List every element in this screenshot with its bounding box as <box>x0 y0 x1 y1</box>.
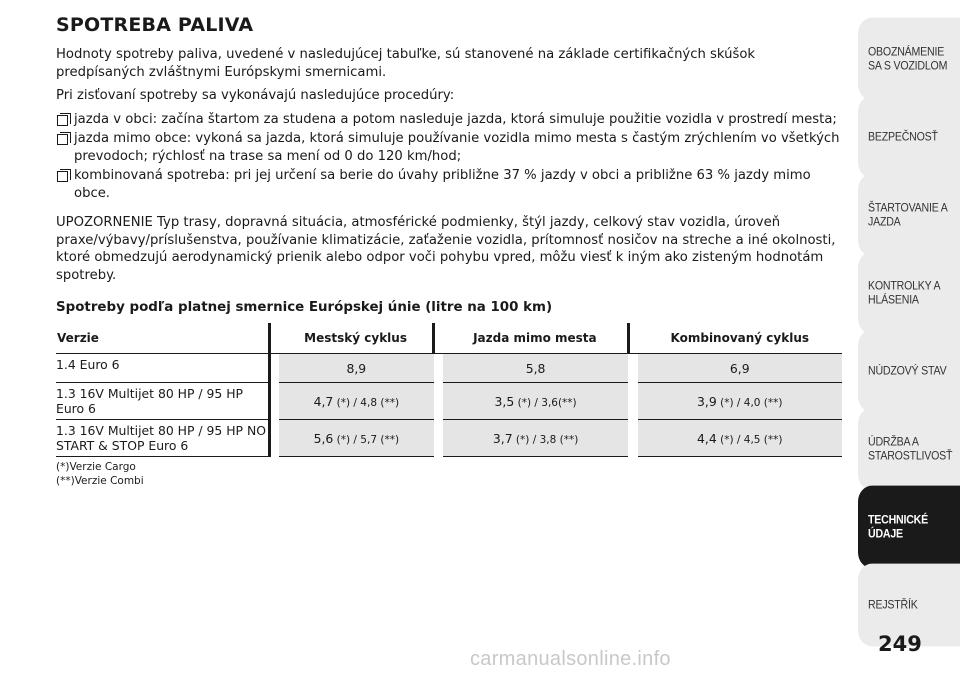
tab-oboznamenie[interactable]: OBOZNÁMENIE SA S VOZIDLOM <box>858 18 960 101</box>
table-row <box>56 354 842 383</box>
header-version: Verzie <box>56 323 270 354</box>
column-separator <box>270 383 280 420</box>
header-city: Mestský cyklus <box>279 323 434 354</box>
cell-city <box>279 383 434 420</box>
tab-technicke-udaje[interactable]: TECHNICKÉ ÚDAJE <box>858 486 960 569</box>
column-separator <box>270 354 280 383</box>
value-main: 3,7 <box>492 430 513 446</box>
header-combined: Kombinovaný cyklus <box>638 323 842 354</box>
column-separator <box>270 323 280 354</box>
checkbox-bullet-icon <box>57 134 68 145</box>
tab-bezpecnost[interactable]: BEZPEČNOSŤ <box>858 96 960 179</box>
cell-city <box>279 420 434 457</box>
column-gap <box>434 354 444 383</box>
cell-city <box>279 354 434 383</box>
column-gap <box>628 420 638 457</box>
footnote-cargo: (*)Verzie Cargo <box>56 461 136 473</box>
value-extra: (*) / 4,5 (**) <box>716 433 783 446</box>
table-title: Spotreby podľa platnej smernice Európskej únie (litre na 100 km) <box>56 300 553 315</box>
page-title: SPOTREBA PALIVA <box>56 14 254 36</box>
cell-version: 1.4 Euro 6 <box>56 354 270 383</box>
consumption-table <box>56 323 842 457</box>
tab-udrzba[interactable]: ÚDRŽBA A STAROSTLIVOSŤ <box>858 408 960 491</box>
value-extra: (*) / 4,0 (**) <box>716 396 783 409</box>
cell-extra-urban <box>443 354 628 383</box>
value-main: 3,5 <box>494 393 515 409</box>
value-main: 8,9 <box>346 360 367 376</box>
tab-startovanie[interactable]: ŠTARTOVANIE A JAZDA <box>858 174 960 257</box>
value-main: 4,4 <box>697 430 717 446</box>
cell-extra-urban <box>443 420 628 457</box>
list-item-text: kombinovaná spotreba: pri jej určení sa berie do úvahy približne 37 % jazdy v obci a približne 63 % jazdy mimo obce. <box>74 168 811 201</box>
list-item <box>56 167 842 202</box>
column-gap <box>628 354 638 383</box>
value-extra: (*) / 4,8 (**) <box>333 396 400 409</box>
procedure-list <box>56 111 842 203</box>
intro-paragraph: Hodnoty spotreby paliva, uvedené v nasledujúcej tabuľke, sú stanovené na základe certifikačných skúšok predpísaných zvláštnymi Európskymi smernicami. <box>56 47 756 80</box>
list-item-text: jazda mimo obce: vykoná sa jazda, ktorá simuluje používanie vozidla mimo mesta s častým zrýchlením vo všetkých prevodoch; rýchlosť na trase sa mení od 0 do 120 km/hod; <box>74 131 840 164</box>
cell-combined <box>638 383 842 420</box>
table-row <box>56 420 842 457</box>
table-row <box>56 383 842 420</box>
value-main: 3,9 <box>697 393 717 409</box>
list-item <box>56 111 842 129</box>
tab-rejstrik[interactable]: REJSTŘÍK <box>858 564 960 647</box>
value-main: 5,6 <box>313 430 334 446</box>
page-content <box>56 14 842 488</box>
value-main: 4,7 <box>313 393 334 409</box>
value-main: 5,8 <box>525 360 546 376</box>
cell-combined <box>638 420 842 457</box>
footnote-combi: (**)Verzie Combi <box>56 475 144 487</box>
column-gap <box>434 420 444 457</box>
value-main: 6,9 <box>729 360 750 376</box>
value-extra: (*) / 5,7 (**) <box>333 433 400 446</box>
page-number: 249 <box>878 632 922 656</box>
checkbox-bullet-icon <box>57 115 68 126</box>
intro-procedures: Pri zisťovaní spotreby sa vykonávajú nasledujúce procedúry: <box>56 88 455 103</box>
warning-note: UPOZORNENIE Typ trasy, dopravná situácia, atmosférické podmienky, štýl jazdy, celkový stav vozidla, úroveň praxe/výbavy/príslušenstva, používanie klimatizácie, zaťaženie vozidla, prítomnosť nosičov na streche a iné okolnosti, ktoré obmedzujú aerodynamický prienik alebo odpor voči pohybu vpred, môžu viesť k iným ako zisteným hodnotám spotreby. <box>56 215 836 283</box>
cell-extra-urban <box>443 383 628 420</box>
value-extra: (*) / 3,8 (**) <box>512 433 579 446</box>
list-item-text: jazda v obci: začína štartom za studena a potom nasleduje jazda, ktorá simuluje použitie vozidla v prostredí mesta; <box>74 111 837 127</box>
tab-nudzovy-stav[interactable]: NÚDZOVÝ STAV <box>858 330 960 413</box>
list-item <box>56 130 842 165</box>
cell-combined <box>638 354 842 383</box>
watermark: carmanualsonline.info <box>470 648 671 670</box>
column-separator <box>270 420 280 457</box>
cell-version: 1.3 16V Multijet 80 HP / 95 HP NO START & STOP Euro 6 <box>56 420 270 457</box>
value-extra: (*) / 3,6(**) <box>514 396 577 409</box>
tab-kontrolky[interactable]: KONTROLKY A HLÁSENIA <box>858 252 960 335</box>
column-separator <box>434 323 444 354</box>
column-gap <box>628 383 638 420</box>
checkbox-bullet-icon <box>57 171 68 182</box>
header-extra-urban: Jazda mimo mesta <box>443 323 628 354</box>
column-gap <box>434 383 444 420</box>
cell-version: 1.3 16V Multijet 80 HP / 95 HP Euro 6 <box>56 383 270 420</box>
column-separator <box>628 323 638 354</box>
